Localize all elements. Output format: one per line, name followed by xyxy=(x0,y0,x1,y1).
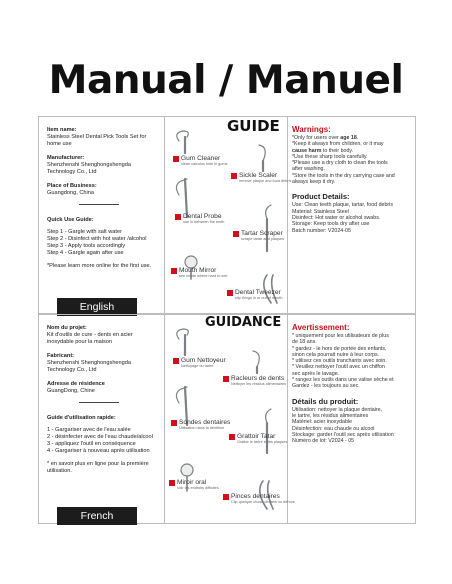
guide-heading: GUIDE xyxy=(227,117,280,135)
tool-mouth-mirror xyxy=(169,479,219,490)
tool-name: Sondes dentaires xyxy=(179,419,231,426)
tool-name: Pinces dentaires xyxy=(231,493,280,500)
tool-dental-probe xyxy=(175,213,224,224)
item-name-label: Nom du projet: xyxy=(47,325,87,331)
tool-description: use in between the teeth xyxy=(183,220,225,224)
tool-description: scrape tartar and plaques xyxy=(241,237,285,241)
tool-name: Miroir oral xyxy=(177,479,207,486)
tartar-scraper-tip-icon xyxy=(266,409,271,423)
first-use-note-cont: utilisation. xyxy=(47,468,72,474)
warning-line: after washing. xyxy=(292,166,325,173)
item-name-value: Stainless Steel Dental Pick Tools Set for home use xyxy=(47,134,147,147)
step-item: Step 3 - Apply tools accordingly xyxy=(47,243,126,249)
tool-description: Nettoyage du tartre xyxy=(181,364,214,368)
page-title: Manual / Manuel xyxy=(48,58,404,103)
red-marker-icon xyxy=(229,434,235,440)
step-item: 3 - appliquez l'outil en conséquence xyxy=(47,441,136,447)
tool-description: clip things in or out of mouth xyxy=(235,296,283,300)
tool-description: Nettoyer les résidus alimentaires xyxy=(231,382,287,386)
tool-mouth-mirror xyxy=(171,267,228,278)
warning-line: * uniquement pour les utilisateurs de plus xyxy=(292,333,389,339)
red-marker-icon xyxy=(173,358,179,364)
warnings-column xyxy=(288,315,417,523)
tool-tartar-scraper xyxy=(229,433,287,444)
red-marker-icon xyxy=(175,214,181,220)
warning-line: Gardez - les toujours au sec. xyxy=(292,383,360,390)
tool-gum-cleaner xyxy=(173,357,226,368)
step-item: 1 - Gargariser avec de l'eau salée xyxy=(47,427,131,433)
red-marker-icon xyxy=(171,268,177,274)
tool-description: Clip quelque chose dedans ou dehors xyxy=(231,500,295,504)
red-marker-icon xyxy=(173,156,179,162)
tool-name: Dental Probe xyxy=(183,213,222,220)
tool-sickle-scaler xyxy=(223,375,286,386)
red-marker-icon xyxy=(227,290,233,296)
first-use-note: *Please learn more online for the first use. xyxy=(47,263,152,269)
manufacturer-label: Fabricant: xyxy=(47,353,75,359)
step-item: Step 2 - Disinfect with hot water /alcohol xyxy=(47,236,147,242)
info-column xyxy=(39,117,164,313)
manufacturer-value: Shenzhenshi Shenghongshengda Technology Co., Ltd xyxy=(47,162,131,175)
tool-name: Mouth Mirror xyxy=(179,267,217,274)
quick-guide-label: Guide d'utilisation rapide: xyxy=(47,415,116,421)
tool-name: Grattoir Tatar xyxy=(237,433,276,440)
red-marker-icon xyxy=(169,480,175,486)
gum-cleaner-tip-icon xyxy=(177,329,189,339)
warning-line: *Keep it always from children, or it may xyxy=(292,141,384,148)
tool-name: Tartar Scraper xyxy=(241,230,283,237)
step-item: Step 4 - Gargle again after use xyxy=(47,250,124,256)
tartar-scraper-tip-icon xyxy=(266,205,271,219)
tool-description: remove plaque and food debris xyxy=(239,179,292,183)
sickle-scaler-tip-icon xyxy=(253,351,259,367)
product-detail-line: Batch number: V2024-05 xyxy=(292,227,351,234)
item-name-label: Item name: xyxy=(47,127,77,133)
tool-description: see inside where hard to see xyxy=(179,274,228,278)
dental-probe-shaft-icon xyxy=(185,179,187,217)
place-label: Adresse de résidence xyxy=(47,381,105,387)
product-detail-line: Stockage: garder l'outil sec après utilisation xyxy=(292,431,394,438)
tool-description: Utilisation dans la dentition xyxy=(179,426,225,430)
red-marker-icon xyxy=(223,376,229,382)
tool-guide-column xyxy=(165,315,295,523)
warning-line: cause harm to their body. xyxy=(292,147,354,154)
tool-description: clean calculus hide in gums xyxy=(181,162,228,166)
tool-description: Voir les endroits difficiles xyxy=(177,486,219,490)
warning-line: de 18 ans. xyxy=(292,339,317,346)
product-detail-line: Material: Stainless Steel xyxy=(292,208,349,215)
english-panel xyxy=(38,116,416,314)
mouth-mirror-icon xyxy=(181,464,193,476)
product-detail-line: Disinfect: Hot water or alcohol swabs. xyxy=(292,214,381,221)
red-marker-icon xyxy=(231,173,237,179)
warning-line: * Veuillez nettoyer l'outil avec un chiffon xyxy=(292,364,385,371)
first-use-note: * en savoir plus en ligne pour la première xyxy=(47,461,149,467)
tool-description: Gratter le tartre et les plaques xyxy=(237,440,288,444)
tool-name: Sickle Scaler xyxy=(239,172,278,179)
warning-line: sinon cela pourrait nuire à leur corps. xyxy=(292,351,380,358)
tool-dental-tweezer xyxy=(223,493,295,504)
tool-name: Gum Cleaner xyxy=(181,155,221,162)
step-item: 4 - Gargariser à nouveau après utilisation xyxy=(47,448,150,454)
red-marker-icon xyxy=(223,494,229,500)
tool-name: Dental Tweezer xyxy=(235,289,281,296)
warnings-title: Warnings: xyxy=(292,125,331,134)
language-badge: English xyxy=(57,298,137,316)
product-detail-line: Storage: Keep tools dry after use xyxy=(292,221,370,228)
quick-guide-label: Quick Use Guide: xyxy=(47,217,94,223)
separator-rule xyxy=(79,204,119,205)
product-detail-line: Utilisation: nettoyer la plaque dentaire, xyxy=(292,406,383,413)
product-details-title: Product Details: xyxy=(292,192,350,202)
place-value: GuangDong, Chine xyxy=(47,388,95,394)
warning-line: always keep it dry. xyxy=(292,179,336,186)
product-detail-line: Use: Clean teeth plaque, tartar, food debris xyxy=(292,202,393,209)
language-badge: French xyxy=(57,507,137,525)
sickle-scaler-tip-icon xyxy=(259,145,265,161)
red-marker-icon xyxy=(233,231,239,237)
place-value: Guangdong, China xyxy=(47,190,94,196)
warnings-title: Avertissement: xyxy=(292,323,350,332)
manufacturer-label: Manufacturer: xyxy=(47,155,85,161)
manufacturer-value: Shenzhenshi Shenghongshengda Technology Co., Ltd xyxy=(47,360,131,373)
tool-tartar-scraper xyxy=(233,230,284,241)
warning-line: *Please use a dry cloth to clean the tools xyxy=(292,160,388,167)
item-name-value: Kit d'outils de cure - dents en acier inoxydable pour la maison xyxy=(47,332,133,345)
product-detail-line: Désinfection: eau chaude ou alcool xyxy=(292,425,375,432)
place-label: Place of Business: xyxy=(47,183,97,189)
warnings-column xyxy=(288,117,417,313)
tool-name: Gum Nettoyeur xyxy=(181,357,226,364)
product-detail-line: Numéro de lot: V2024 - 05 xyxy=(292,438,355,445)
product-details-title: Détails du produit: xyxy=(292,396,359,406)
step-item: Step 1 - Gargle with salt water xyxy=(47,229,122,235)
tool-dental-tweezer xyxy=(227,289,283,300)
separator-rule xyxy=(79,402,119,403)
step-item: 2 - désinfecter avec de l'eau chaude/alcool xyxy=(47,434,153,440)
french-panel xyxy=(38,314,416,524)
warning-line: sec après le lavage. xyxy=(292,370,340,377)
info-column xyxy=(39,315,164,523)
warning-line: * rangez les outils dans une valise sèche et xyxy=(292,377,394,384)
warning-line: * utilisez ces outils tranchants avec soin. xyxy=(292,358,387,365)
tool-gum-cleaner xyxy=(173,155,227,166)
product-detail-line: le tartre, les résidus alimentaires xyxy=(292,412,369,419)
red-marker-icon xyxy=(171,420,177,426)
gum-cleaner-tip-icon xyxy=(177,131,189,141)
warning-line: *Store the tools in the dry carrying case and xyxy=(292,172,395,179)
tool-name: Racleurs de dents xyxy=(231,375,285,382)
tool-guide-column xyxy=(165,117,292,313)
guide-heading: GUIDANCE xyxy=(205,315,282,330)
warning-line: * gardez - le hors de portée des enfants, xyxy=(292,345,387,352)
product-detail-line: Matériel: acier inoxydable xyxy=(292,419,353,426)
tool-dental-probe xyxy=(171,419,230,430)
warning-line: *Only for users over age 18. xyxy=(292,135,359,141)
warning-line: *Use these sharp tools carefully. xyxy=(292,153,368,160)
tool-sickle-scaler xyxy=(231,172,291,183)
